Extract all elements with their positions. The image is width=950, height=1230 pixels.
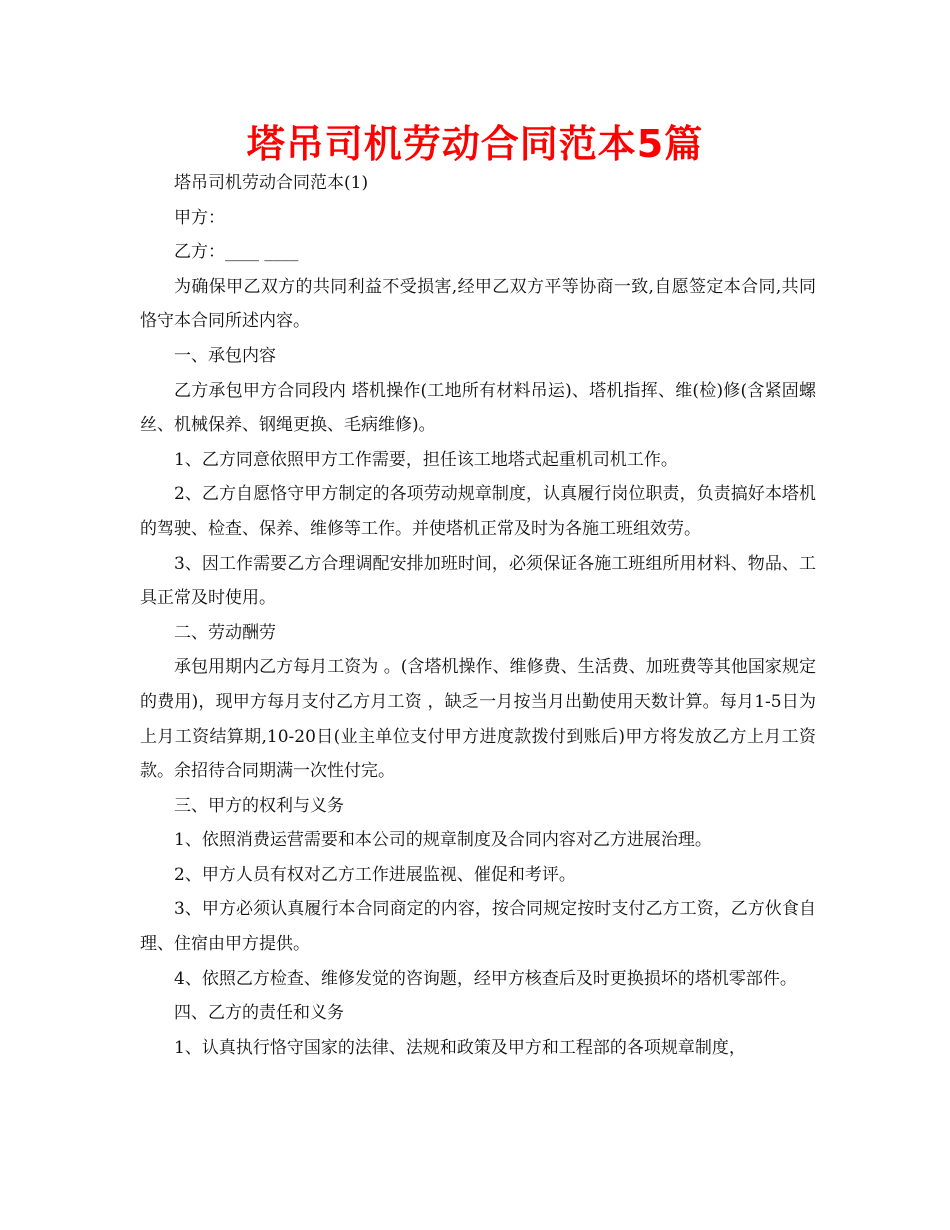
clause-item: 2、乙方自愿恪守甲方制定的各项劳动规章制度，认真履行岗位职责，负责搞好本塔机的驾驶、检查、保养、维修等工作。并使塔机正常及时为各施工班组效劳。 bbox=[140, 484, 816, 539]
section-heading: 四、乙方的责任和义务 bbox=[174, 1003, 344, 1024]
section-heading: 二、劳动酬劳 bbox=[174, 622, 276, 643]
clause-item: 1、认真执行恪守国家的法律、法规和政策及甲方和工程部的各项规章制度， bbox=[174, 1037, 746, 1058]
clause-item: 3、因工作需要乙方合理调配安排加班时间，必须保证各施工班组所用材料、物品、工具正常及时使用。 bbox=[140, 553, 816, 609]
section-heading: 三、甲方的权利与义务 bbox=[174, 795, 344, 816]
clause-item: 3、甲方必须认真履行本合同商定的内容，按合同规定按时支付乙方工资，乙方伙食自理、住宿由甲方提供。 bbox=[140, 899, 816, 955]
body-paragraph: 承包用期内乙方每月工资为 。(含塔机操作、维修费、生活费、加班费等其他国家规定的费用)，现甲方每月支付乙方月工资 ，缺乏一月按当月出勤使用天数计算。每月1-5日为上月工资结算期,10-20日(业主单位支付甲方进度款拨付到账后)甲方将发放乙方上月工资款。余招待合同期满一次性付完。 bbox=[140, 657, 816, 782]
party-a-line: 甲方： bbox=[174, 207, 225, 228]
clause-item: 4、依照乙方检查、维修发觉的咨询题，经甲方核查后及时更换损坏的塔机零部件。 bbox=[174, 968, 797, 989]
body-paragraph: 乙方承包甲方合同段内 塔机操作(工地所有材料吊运)、塔机指挥、维(检)修(含紧固螺丝、机械保养、钢绳更换、毛病维修)。 bbox=[140, 380, 816, 436]
document-title: 塔吊司机劳动合同范本5篇 bbox=[246, 122, 704, 166]
document-body bbox=[140, 166, 816, 1065]
clause-item: 1、依照消费运营需要和本公司的规章制度及合同内容对乙方进展治理。 bbox=[174, 830, 712, 851]
clause-item: 1、乙方同意依照甲方工作需要，担任该工地塔式起重机司机工作。 bbox=[174, 449, 678, 470]
section-heading: 一、承包内容 bbox=[174, 345, 276, 366]
preamble-paragraph: 为确保甲乙双方的共同利益不受损害,经甲乙双方平等协商一致,自愿签定本合同,共同恪守本合同所述内容。 bbox=[140, 276, 816, 332]
clause-item: 2、甲方人员有权对乙方工作进展监视、催促和考评。 bbox=[174, 864, 576, 885]
section-subtitle: 塔吊司机劳动合同范本(1) bbox=[174, 173, 369, 193]
party-b-line: 乙方：____ ____ bbox=[174, 242, 299, 263]
